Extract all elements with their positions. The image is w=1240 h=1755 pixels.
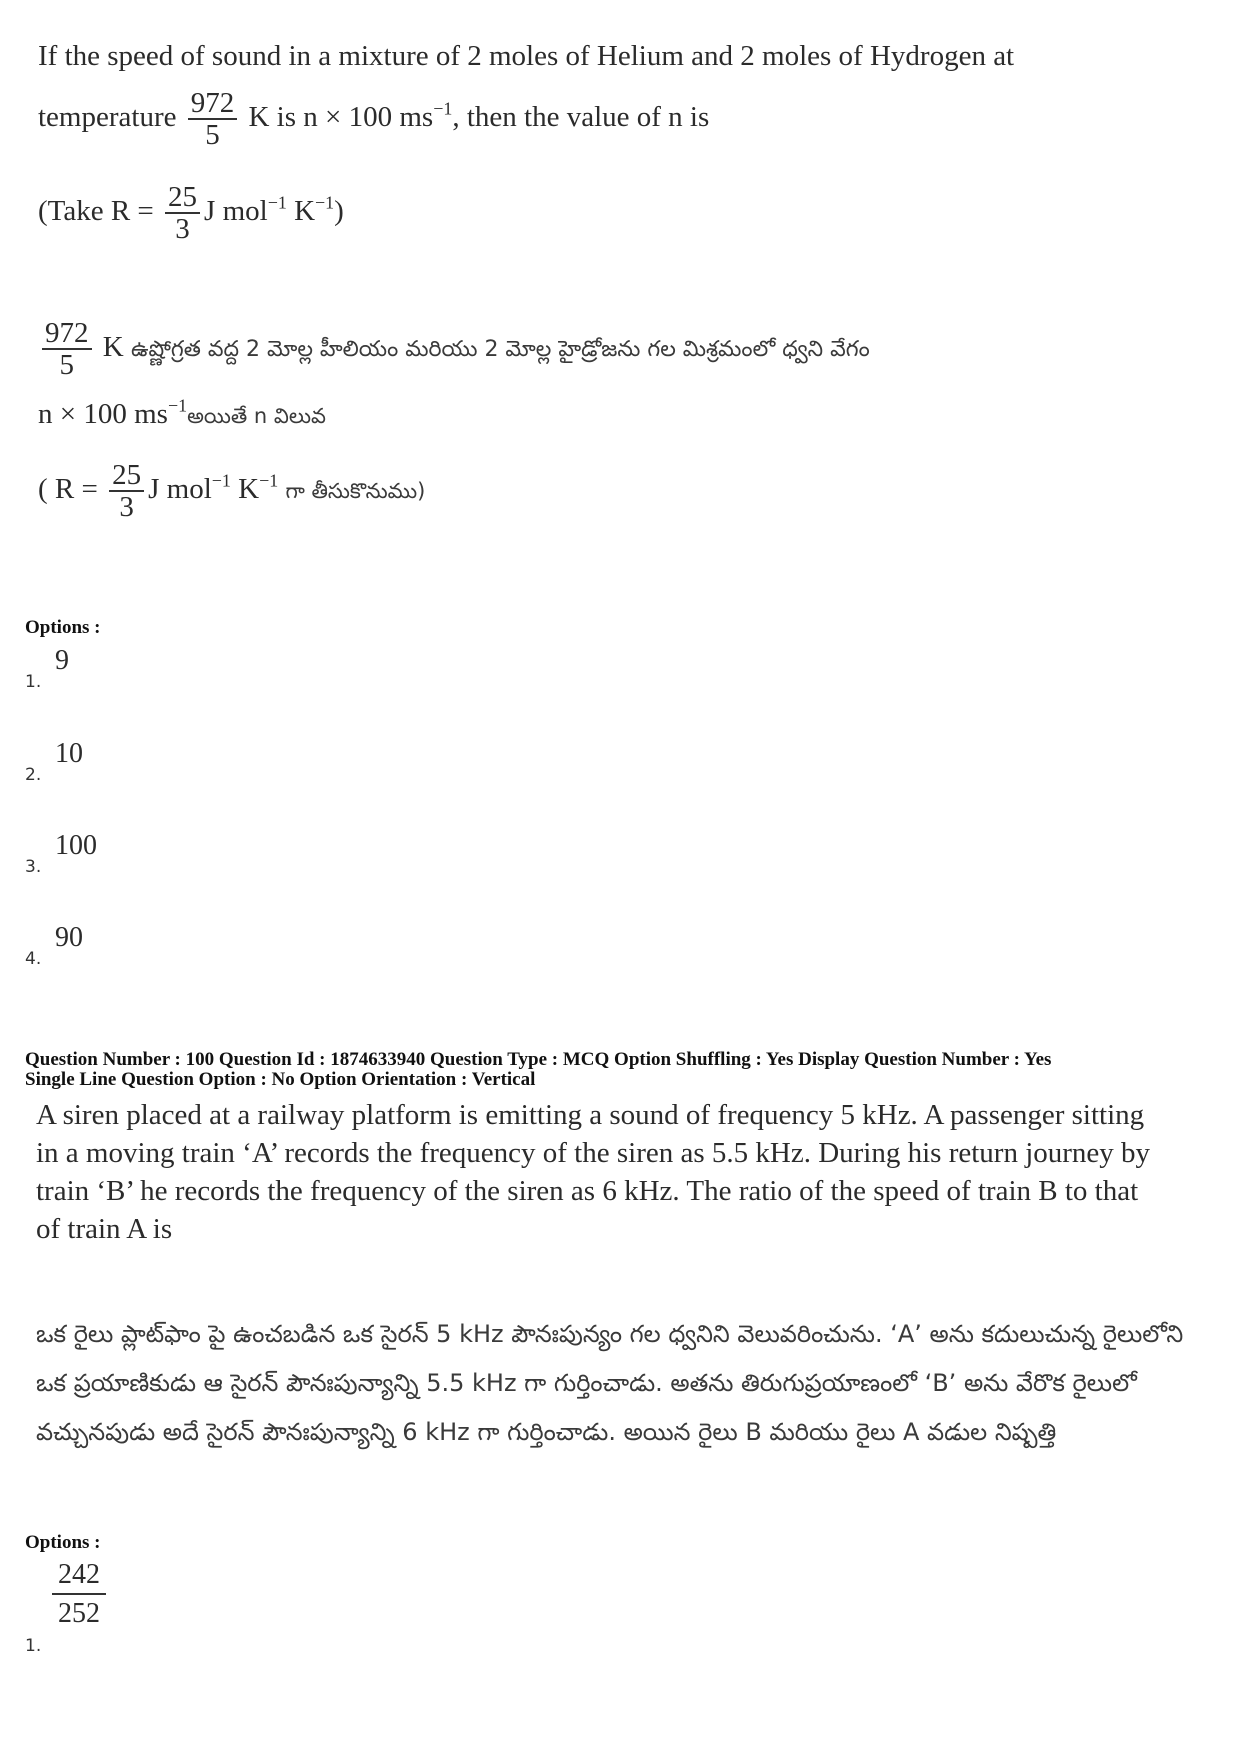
temperature-fraction (188, 88, 238, 151)
te-temperature-fraction (42, 318, 92, 381)
q99-option3-value[interactable]: 100 (55, 830, 97, 861)
q99-option2-value[interactable]: 10 (55, 738, 83, 769)
speed-expression: K is n × 100 ms (248, 101, 434, 134)
q100-option1-fraction[interactable] (52, 1560, 106, 1629)
fraction-numerator: 972 (188, 88, 238, 120)
r-unit: J mol (204, 195, 268, 228)
r-kelvin: K (238, 473, 260, 506)
q99-options-label: Options : (25, 617, 101, 638)
fraction-denominator: 5 (59, 349, 74, 382)
q99-te-r (38, 460, 425, 523)
te-line2-text: అయితే n విలువ (187, 404, 326, 428)
te-r-suffix: గా తీసుకొనుము) (285, 479, 426, 504)
r-unit: J mol (148, 473, 212, 506)
fraction-numerator: 972 (42, 318, 92, 350)
q99-option3-number: 3. (25, 857, 42, 877)
q99-take-r (38, 182, 344, 245)
q100-option1-number: 1. (25, 1636, 42, 1656)
fraction-denominator: 3 (175, 213, 190, 246)
q100-options-label: Options : (25, 1532, 101, 1553)
fraction-denominator: 3 (119, 491, 134, 524)
exponent: −1 (433, 98, 453, 119)
question-end: , then the value of n is (452, 101, 710, 134)
q99-option1-number: 1. (25, 672, 42, 692)
q99-option2-number: 2. (25, 765, 42, 785)
q99-option4-value[interactable]: 90 (55, 922, 83, 953)
te-r-label: ( R = (38, 473, 98, 506)
te-r-fraction (109, 460, 144, 523)
q99-te-line1 (38, 318, 870, 381)
q99-option1-value[interactable]: 9 (55, 645, 69, 676)
te-kelvin: K (102, 331, 124, 364)
r-kelvin: K (294, 195, 316, 228)
fraction-numerator: 25 (109, 460, 144, 492)
q99-te-line2 (38, 395, 326, 434)
take-r-label: (Take R = (38, 195, 154, 228)
exponent: −1 (315, 192, 335, 213)
fraction-numerator: 242 (52, 1560, 106, 1595)
te-line1-text: ఉష్ణోగ్రత వద్ద 2 మోల్ల హీలియం మరియు 2 మోల్ల హైడ్రోజను గల మిశ్రమంలో ధ్వని వేగం (130, 337, 870, 363)
q99-en-line1: If the speed of sound in a mixture of 2 moles of Helium and 2 moles of Hydrogen at (38, 40, 1015, 72)
te-speed-expression: n × 100 ms (38, 398, 168, 430)
exponent: −1 (267, 192, 287, 213)
q100-telugu-text: ఒక రైలు ప్లాట్‌ఫాం పై ఉంచబడిన ఒక సైరన్ 5 kHz పౌనఃపున్యం గల ధ్వనిని వెలువరించును. ‘A’ అను కదులుచున్న రైలులోని ఒక ప్రయాణికుడు ఆ సైరన్ పౌనఃపున్యాన్ని 5.5 kHz గా గుర్తించాడు. అతను తిరుగుప్రయాణంలో ‘B’ అను వేరొక రైలులో వచ్చునపుడు అదే సైరన్ పౌనఃపున్యాన్ని 6 kHz గా గుర్తించాడు. అయిన రైలు B మరియు రైలు A వడుల నిష్పత్తి (36, 1320, 1184, 1446)
exponent: −1 (211, 470, 231, 491)
q100-english-text: A siren placed at a railway platform is emitting a sound of frequency 5 kHz. A passenger sitting in a moving train ‘A’ records the frequency of the siren as 5.5 kHz. During his return journey by train ‘B’ he records the frequency of the siren as 6 kHz. The ratio of the speed of train B to that of train A is (36, 1099, 1151, 1245)
exponent: −1 (259, 470, 279, 491)
fraction-numerator: 25 (165, 182, 200, 214)
close-paren: ) (334, 195, 344, 228)
temperature-word: temperature (38, 101, 177, 134)
r-fraction (165, 182, 200, 245)
fraction-denominator: 5 (205, 119, 220, 152)
q99-en-line2 (38, 88, 709, 151)
q100-meta-line1: Question Number : 100 Question Id : 1874633940 Question Type : MCQ Option Shuffling : Yes Display Question Number : Yes (25, 1049, 1052, 1070)
exponent: −1 (167, 395, 188, 416)
q99-option4-number: 4. (25, 949, 42, 969)
q100-meta-line2: Single Line Question Option : No Option Orientation : Vertical (25, 1069, 536, 1090)
fraction-denominator: 252 (58, 1598, 100, 1630)
